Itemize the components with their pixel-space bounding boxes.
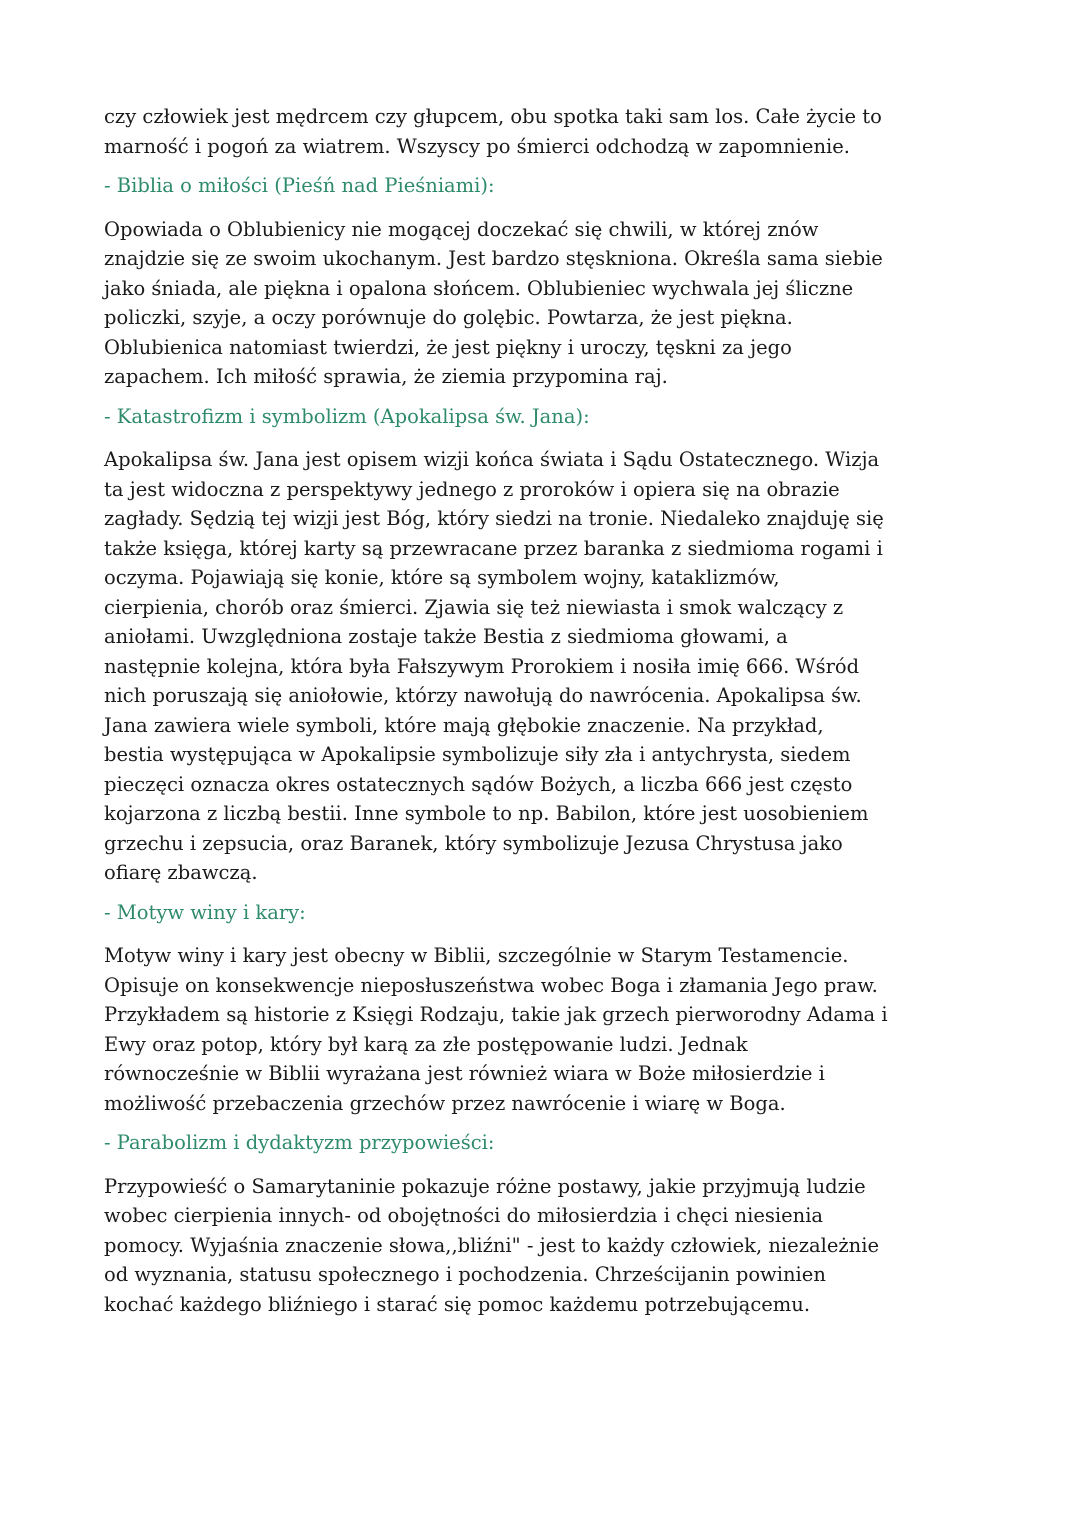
section-paragraph [104, 941, 984, 1118]
text-line: Ewy oraz potop, który był karą za złe postępowanie ludzi. Jednak [104, 1032, 748, 1056]
text-line: nich poruszają się aniołowie, którzy nawołują do nawrócenia. Apokalipsa św. [104, 684, 862, 707]
text-line: zapachem. Ich miłość sprawia, że ziemia przypomina raj. [104, 365, 668, 388]
intro-paragraph [104, 102, 984, 161]
text-line: Oblubienica natomiast twierdzi, że jest piękny i uroczy, tęskni za jego [104, 335, 792, 359]
text-line: Przykładem są historie z Księgi Rodzaju, takie jak grzech pierworodny Adama i [104, 1003, 888, 1026]
section-paragraph [104, 215, 984, 392]
text-line: Apokalipsa św. Jana jest opisem wizji końca świata i Sądu Ostatecznego. Wizja [104, 448, 880, 471]
text-line: Opisuje on konsekwencje nieposłuszeństwa wobec Boga i złamania Jego praw. [104, 973, 878, 997]
text-line: następnie kolejna, która była Fałszywym Prorokiem i nosiła imię 666. Wśród [104, 654, 860, 678]
text-line: Jana zawiera wiele symboli, które mają głębokie znaczenie. Na przykład, [104, 713, 824, 737]
text-line: pomocy. Wyjaśnia znaczenie słowa,,bliźni" - jest to każdy człowiek, niezależnie [104, 1233, 879, 1257]
text-line: kojarzona z liczbą bestii. Inne symbole to np. Babilon, które jest uosobieniem [104, 802, 869, 825]
text-line: równocześnie w Biblii wyrażana jest również wiara w Boże miłosierdzie i [104, 1062, 825, 1085]
text-line: ta jest widoczna z perspektywy jednego z proroków i opiera się na obrazie [104, 477, 840, 501]
section-heading: - Motyw winy i kary: [104, 900, 306, 924]
text-line: możliwość przebaczenia grzechów przez nawrócenie i wiarę w Boga. [104, 1091, 786, 1115]
text-line: ofiarę zbawczą. [104, 861, 258, 884]
text-line: wobec cierpienia innych- od obojętności do miłosierdzia i chęci niesienia [104, 1204, 824, 1227]
text-line: marność i pogoń za wiatrem. Wszyscy po śmierci odchodzą w zapomnienie. [104, 134, 850, 158]
section-paragraph [104, 1172, 984, 1320]
text-line: oczyma. Pojawiają się konie, które są symbolem wojny, kataklizmów, [104, 566, 780, 589]
text-line: zagłady. Sędzią tej wizji jest Bóg, który siedzi na tronie. Niedaleko znajduję się [104, 507, 884, 530]
section-heading: - Parabolizm i dydaktyzm przypowieści: [104, 1131, 495, 1154]
text-line: cierpienia, chorób oraz śmierci. Zjawia się też niewiasta i smok walczący z [104, 595, 844, 619]
text-line: czy człowiek jest mędrcem czy głupcem, obu spotka taki sam los. Całe życie to [104, 105, 882, 128]
text-line: grzechu i zepsucia, oraz Baranek, który symbolizuje Jezusa Chrystusa jako [104, 831, 843, 855]
text-line: Motyw winy i kary jest obecny w Biblii, szczególnie w Starym Testamencie. [104, 944, 849, 967]
text-line: kochać każdego bliźniego i starać się pomoc każdemu potrzebującemu. [104, 1292, 811, 1316]
text-line: także księga, której karty są przewracane przez baranka z siedmioma rogami i [104, 536, 883, 560]
text-line: pieczęci oznacza okres ostatecznych sądów Bożych, a liczba 666 jest często [104, 772, 853, 796]
section-heading: - Biblia o miłości (Pieśń nad Pieśniami): [104, 174, 495, 197]
text-line: jako śniada, ale piękna i opalona słońcem. Oblubieniec wychwala jej śliczne [104, 276, 854, 300]
section-paragraph [104, 445, 984, 888]
text-line: policzki, szyje, a oczy porównuje do golębic. Powtarza, że jest piękna. [104, 306, 793, 329]
section-heading: - Katastrofizm i symbolizm (Apokalipsa św. Jana): [104, 404, 590, 428]
text-line: od wyznania, statusu społecznego i pochodzenia. Chrześcijanin powinien [104, 1263, 826, 1286]
text-line: aniołami. Uwzględniona zostaje także Bestia z siedmioma głowami, a [104, 625, 788, 648]
text-line: Przypowieść o Samarytaninie pokazuje różne postawy, jakie przyjmują ludzie [104, 1174, 866, 1198]
document-body [104, 102, 984, 1319]
text-line: bestia występująca w Apokalipsie symbolizuje siły zła i antychrysta, siedem [104, 743, 851, 766]
text-line: Opowiada o Oblubienicy nie mogącej doczekać się chwili, w której znów [104, 217, 819, 241]
text-line: znajdzie się ze swoim ukochanym. Jest bardzo stęskniona. Określa sama siebie [104, 247, 883, 270]
